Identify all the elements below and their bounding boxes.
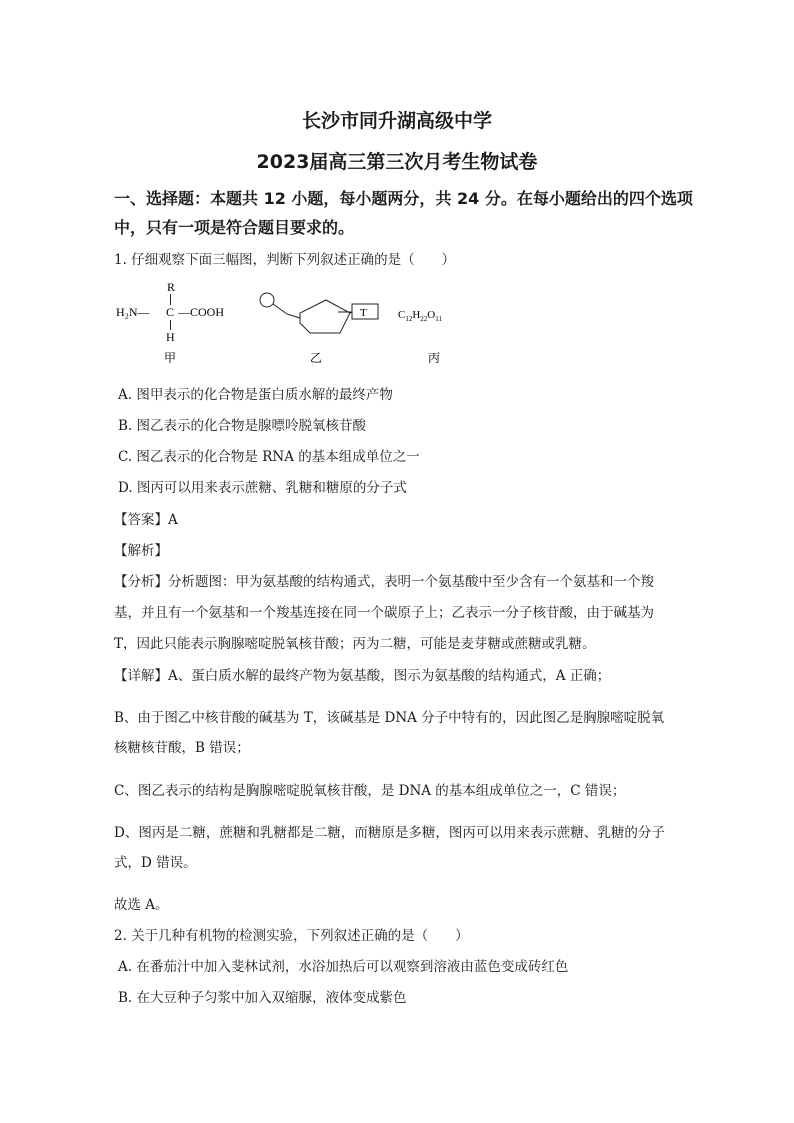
jia-h-atom: H	[166, 330, 175, 344]
jia-alpha-carbon: C	[166, 305, 175, 319]
q1-fenxi-line1	[114, 570, 654, 590]
q1-fenxi-line3: T，因此只能表示胸腺嘧啶脱氧核苷酸；丙为二糖，可能是麦芽糖或蔗糖或乳糖。	[114, 636, 596, 652]
q1-fenxi-line2: 基，并且有一个氨基和一个羧基连接在同一个碳原子上；乙表示一分子核苷酸，由于碱基为	[114, 605, 654, 621]
figure-yi	[260, 293, 378, 365]
jia-r-group: R	[167, 280, 176, 294]
answer-tag: 【答案】	[114, 512, 168, 528]
q1-option-c: C. 图乙表示的化合物是 RNA 的基本组成单位之一	[118, 449, 420, 465]
phosphate-bond	[273, 304, 287, 314]
base-letter: T	[360, 307, 367, 319]
q2-option-b: B. 在大豆种子匀浆中加入双缩脲，液体变成紫色	[118, 990, 407, 1006]
bing-formula: $C_{12}H_{22}O_{11}$	[398, 309, 442, 323]
section-heading-line1: 一、选择题：本题共 12 小题，每小题两分，共 24 分。在每小题给出的四个选项	[114, 189, 693, 208]
answer-value: A	[168, 512, 178, 528]
figure-bing	[398, 309, 442, 365]
analysis-tag: 【解析】	[114, 543, 168, 559]
section-heading-line2: 中，只有一项是符合题目要求的。	[114, 218, 355, 237]
q1-answer-line	[114, 508, 178, 528]
q1-conclusion: 故选 A。	[114, 897, 169, 913]
q1-detail-b-line2: 核糖核苷酸，B 错误；	[114, 740, 250, 756]
detail-a-text: A、蛋白质水解的最终产物为氨基酸，图示为氨基酸的结构通式，A 正确；	[168, 668, 611, 684]
q1-analysis-tag	[114, 539, 168, 559]
q1-option-a: A. 图甲表示的化合物是蛋白质水解的最终产物	[118, 387, 393, 403]
q1-figure	[110, 278, 480, 370]
figure-jia	[116, 280, 224, 365]
jia-label: 甲	[164, 351, 177, 365]
q1-detail-c: C、图乙表示的结构是胸腺嘧啶脱氧核苷酸，是 DNA 的基本组成单位之一，C 错误；	[114, 783, 626, 799]
yi-label: 乙	[310, 351, 323, 365]
jia-carboxyl-group: —COOH	[178, 305, 225, 319]
detail-tag: 【详解】	[114, 668, 168, 684]
q2-stem: 2. 关于几种有机物的检测实验，下列叙述正确的是（ ）	[114, 928, 469, 944]
exam-title: 2023届高三第三次月考生物试卷	[256, 151, 538, 173]
q1-option-d: D. 图丙可以用来表示蔗糖、乳糖和糖原的分子式	[118, 480, 407, 496]
phosphate-circle	[260, 293, 274, 307]
q1-detail-b-line1: B、由于图乙中核苷酸的碱基为 T，该碱基是 DNA 分子中特有的，因此图乙是胸腺嘧啶脱氧	[114, 710, 665, 726]
q1-detail-d-line1: D、图丙是二糖，蔗糖和乳糖都是二糖，而糖原是多糖，图丙可以用来表示蔗糖、乳糖的分子	[114, 825, 665, 841]
q2-option-a: A. 在番茄汁中加入斐林试剂，水浴加热后可以观察到溶液由蓝色变成砖红色	[118, 959, 569, 975]
fenxi-tag: 【分析】	[114, 574, 168, 590]
sugar-bond	[287, 314, 300, 318]
fenxi-text-1: 分析题图：甲为氨基酸的结构通式，表明一个氨基酸中至少含有一个氨基和一个羧	[168, 574, 654, 590]
jia-amino-group: H₂N—	[116, 305, 150, 319]
q1-detail-a	[114, 664, 610, 684]
q1-option-b: B. 图乙表示的化合物是腺嘌呤脱氧核苷酸	[118, 418, 367, 434]
bing-label: 丙	[428, 351, 441, 365]
q1-detail-d-line2: 式，D 错误。	[114, 855, 197, 871]
pentose-pentagon	[300, 300, 350, 333]
q1-stem: 1. 仔细观察下面三幅图，判断下列叙述正确的是（ ）	[114, 252, 456, 268]
school-title: 长沙市同升湖高级中学	[301, 110, 492, 132]
